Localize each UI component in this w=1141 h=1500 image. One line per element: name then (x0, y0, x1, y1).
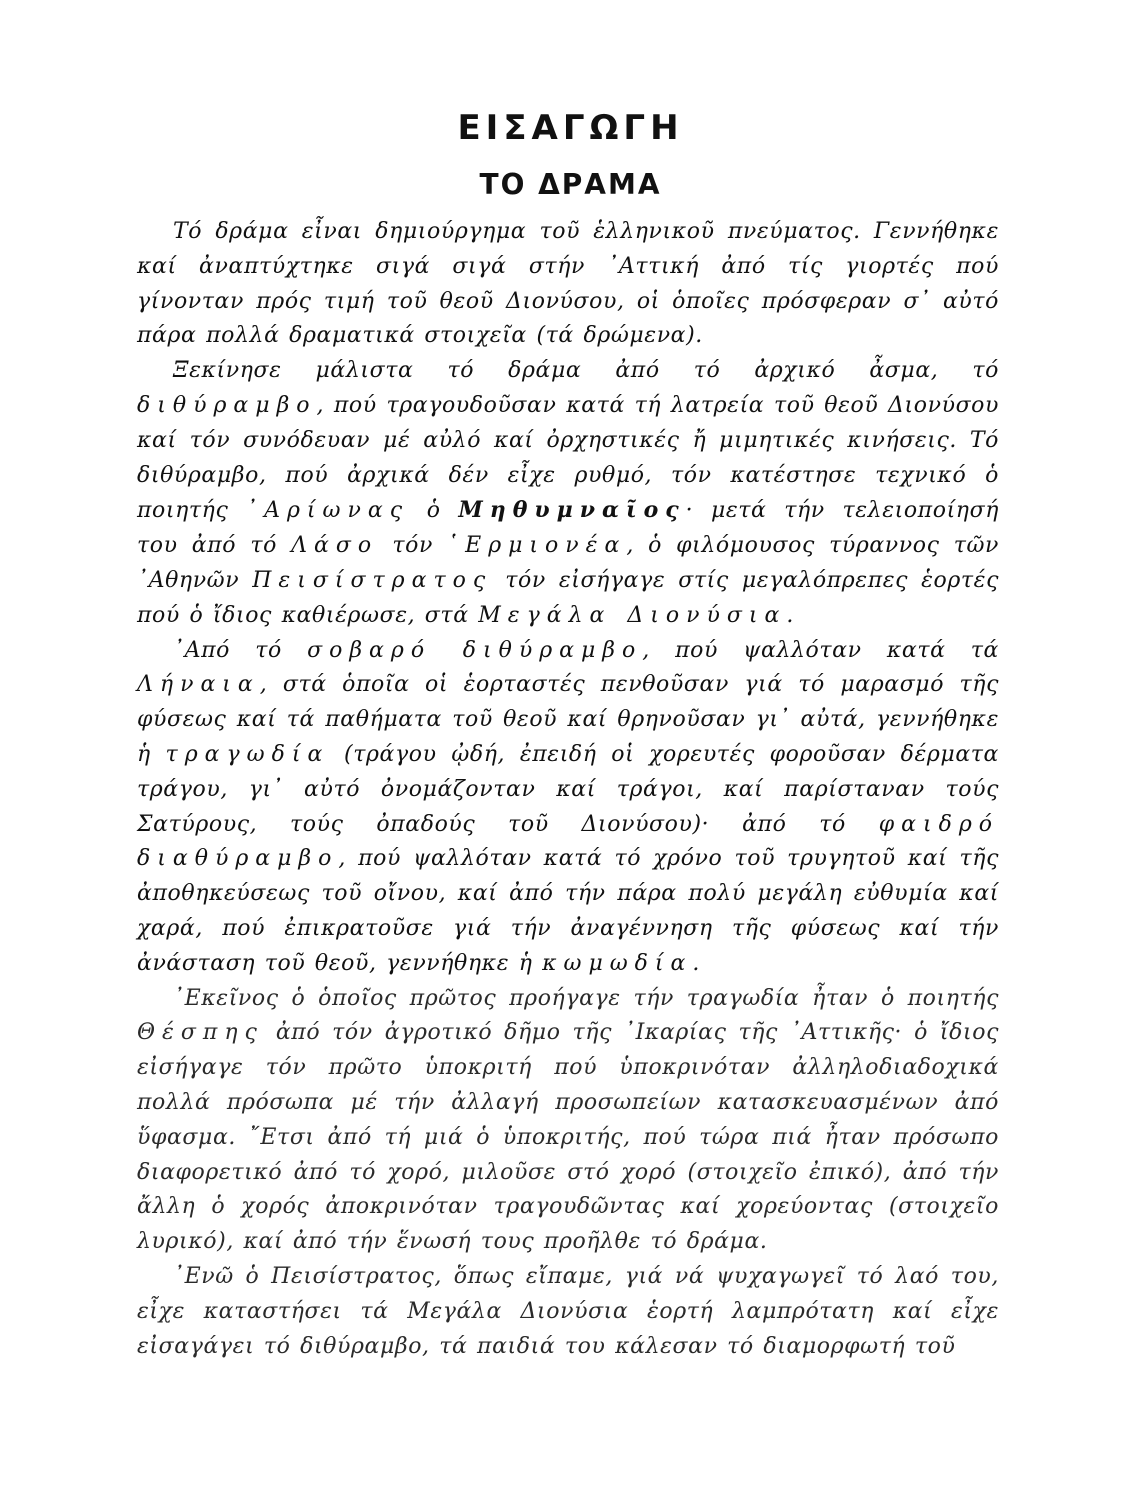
term-komodia: κωμωδία (542, 950, 693, 976)
p3-text-d: (τράγου ᾠδή, ἐπειδή οἱ χορευτές φοροῦσαν δέρματα τράγου, γι᾿ αὐτό ὀνομάζονταν καί τράγοι, καί παρίσταναν τούς Σατύρους, τούς ὀπαδούς τοῦ Διονύσου)· ἀπό τό (137, 741, 999, 837)
p2-text-f: , ὁ φιλόμουσος τύραννος τῶν ᾿Αθηνῶν (137, 533, 999, 593)
name-methymnaios: Μηθυμναῖος (458, 497, 686, 524)
term-lenaia: Λήναια (137, 672, 260, 698)
name-peisistratos: Πεισίστρατος (252, 567, 493, 593)
name-thespis: Θέσπης (137, 1020, 264, 1046)
paragraph-4 (137, 982, 999, 1260)
chapter-title: ΕΙΣΑΓΩΓΗ (457, 108, 684, 148)
term-tragodia: τραγωδία (165, 741, 330, 767)
paragraph-5: ᾿Ενῶ ὁ Πεισίστρατος, ὅπως εἴπαμε, γιά νά ψυχαγωγεῖ τό λαό του, εἶχε καταστήσει τά Μεγάλα Διονύσια ἑορτή λαμπρότατη καί εἶχε εἰσαγάγει τό διθύραμβο, τά παιδιά του κάλεσαν τό διαμορφωτή τοῦ (137, 1263, 999, 1359)
p2-text-e: τόν (378, 533, 448, 559)
p2-text-d: · μετά τήν τελειοποίησή του ἀπό τό (137, 498, 999, 559)
section-subtitle: ΤΟ ΔΡΑΜΑ (479, 168, 662, 201)
p2-text-b: , πού τραγουδοῦσαν κατά τή λατρεία τοῦ θεοῦ Διονύσου καί τόν συνόδευαν μέ αὐλό καί ὀρχηστικές ἤ μιμητικές κινήσεις. Τό διθύραμβο, πού ἀρχικά δέν εἶχε ρυθμό, τόν κατέστησε τεχνικό ὁ ποιητής (137, 392, 999, 524)
body-text (137, 215, 999, 1364)
p3-text-a: ᾿Από τό (173, 637, 308, 663)
p3-text-b: , πού ψαλλόταν κατά τά (642, 637, 999, 663)
p3-text-e: , πού ψαλλόταν κατά τό χρόνο τοῦ τρυγητοῦ καί τῆς ἀποθηκεύσεως τοῦ οἴνου, καί ἀπό τήν πάρα πολύ μεγάλη εὐθυμία καί χαρά, πού ἐπικρατοῦσε γιά τήν ἀναγέννηση τῆς φύσεως καί τήν ἀνάσταση τοῦ θεοῦ, γεννήθηκε ἡ (137, 846, 999, 976)
p2-text-g: τόν εἰσήγαγε στίς μεγαλόπρεπες ἑορτές πού ὁ ἴδιος καθιέρωσε, στά (137, 567, 999, 628)
name-lasos: Λάσο (291, 533, 379, 559)
name-arion: ᾿Αρίωνας (246, 498, 410, 524)
paragraph-3 (137, 634, 999, 982)
p4-text-b: ἀπό τόν ἀγροτικό δῆμο τῆς ᾿Ικαρίας τῆς ᾿Αττικῆς· ὁ ἴδιος εἰσήγαγε τόν πρῶτο ὑποκριτή πού ὑποκρινόταν ἀλληλοδιαδοχικά πολλά πρόσωπα μέ τήν ἀλλαγή προσωπείων κατασκευασμένων ἀπό ὕφασμα. ῎Ετσι ἀπό τή μιά ὁ ὑποκριτής, πού τώρα πιά ἦταν πρόσωπο διαφορετικό ἀπό τό χορό, μιλοῦσε στό χορό (στοιχεῖο ἐπικό), ἀπό τήν ἄλλη ὁ χορός ἀποκρινόταν τραγουδῶντας καί χορεύοντας (στοιχεῖο λυρικό), καί ἀπό τήν ἕνωσή τους προῆλθε τό δράμα. (137, 1020, 999, 1255)
term-sovaro-dithyrambo: σοβαρό διθύραμβο (307, 637, 643, 663)
p4-text-a: ᾿Εκεῖνος ὁ ὁποῖος πρῶτος προήγαγε τήν τραγωδία ἦταν ὁ ποιητής (173, 985, 999, 1011)
p2-text-c: ὁ (409, 498, 459, 524)
p3-text-f: . (692, 950, 701, 976)
paragraph-2 (137, 354, 999, 633)
term-faidro-diathyrambo: φαιδρό διαθύραμβο (137, 811, 999, 872)
paragraph-1: Τό δράμα εἶναι δημιούργημα τοῦ ἑλληνικοῦ πνεύματος. Γεννήθηκε καί ἀναπτύχτηκε σιγά σιγά στήν ᾿Αττική ἀπό τίς γιορτές πού γίνονταν πρός τιμή τοῦ θεοῦ Διονύσου, οἱ ὁποῖες πρόσφεραν σ᾿ αὐτό πάρα πολλά δραματικά στοιχεῖα (τά δρώμενα). (137, 219, 999, 349)
p2-text-h: . (786, 602, 794, 628)
name-ermionea: ῾Ερμιονέα (447, 533, 627, 559)
term-megala-dionysia: Μεγάλα Διονύσια (478, 602, 787, 628)
p2-text-a: Ξεκίνησε μάλιστα τό δράμα ἀπό τό ἀρχικό ἆσμα, τό (173, 358, 999, 384)
term-dithyrambos: διθύραμβο (137, 392, 317, 418)
p3-text-c: , στά ὁποῖα οἱ ἑορταστές πενθοῦσαν γιά τό μαρασμό τῆς φύσεως καί τά παθήματα τοῦ θεοῦ καί θρηνοῦσαν γι᾿ αὐτά, γεννήθηκε ἡ (137, 672, 999, 767)
